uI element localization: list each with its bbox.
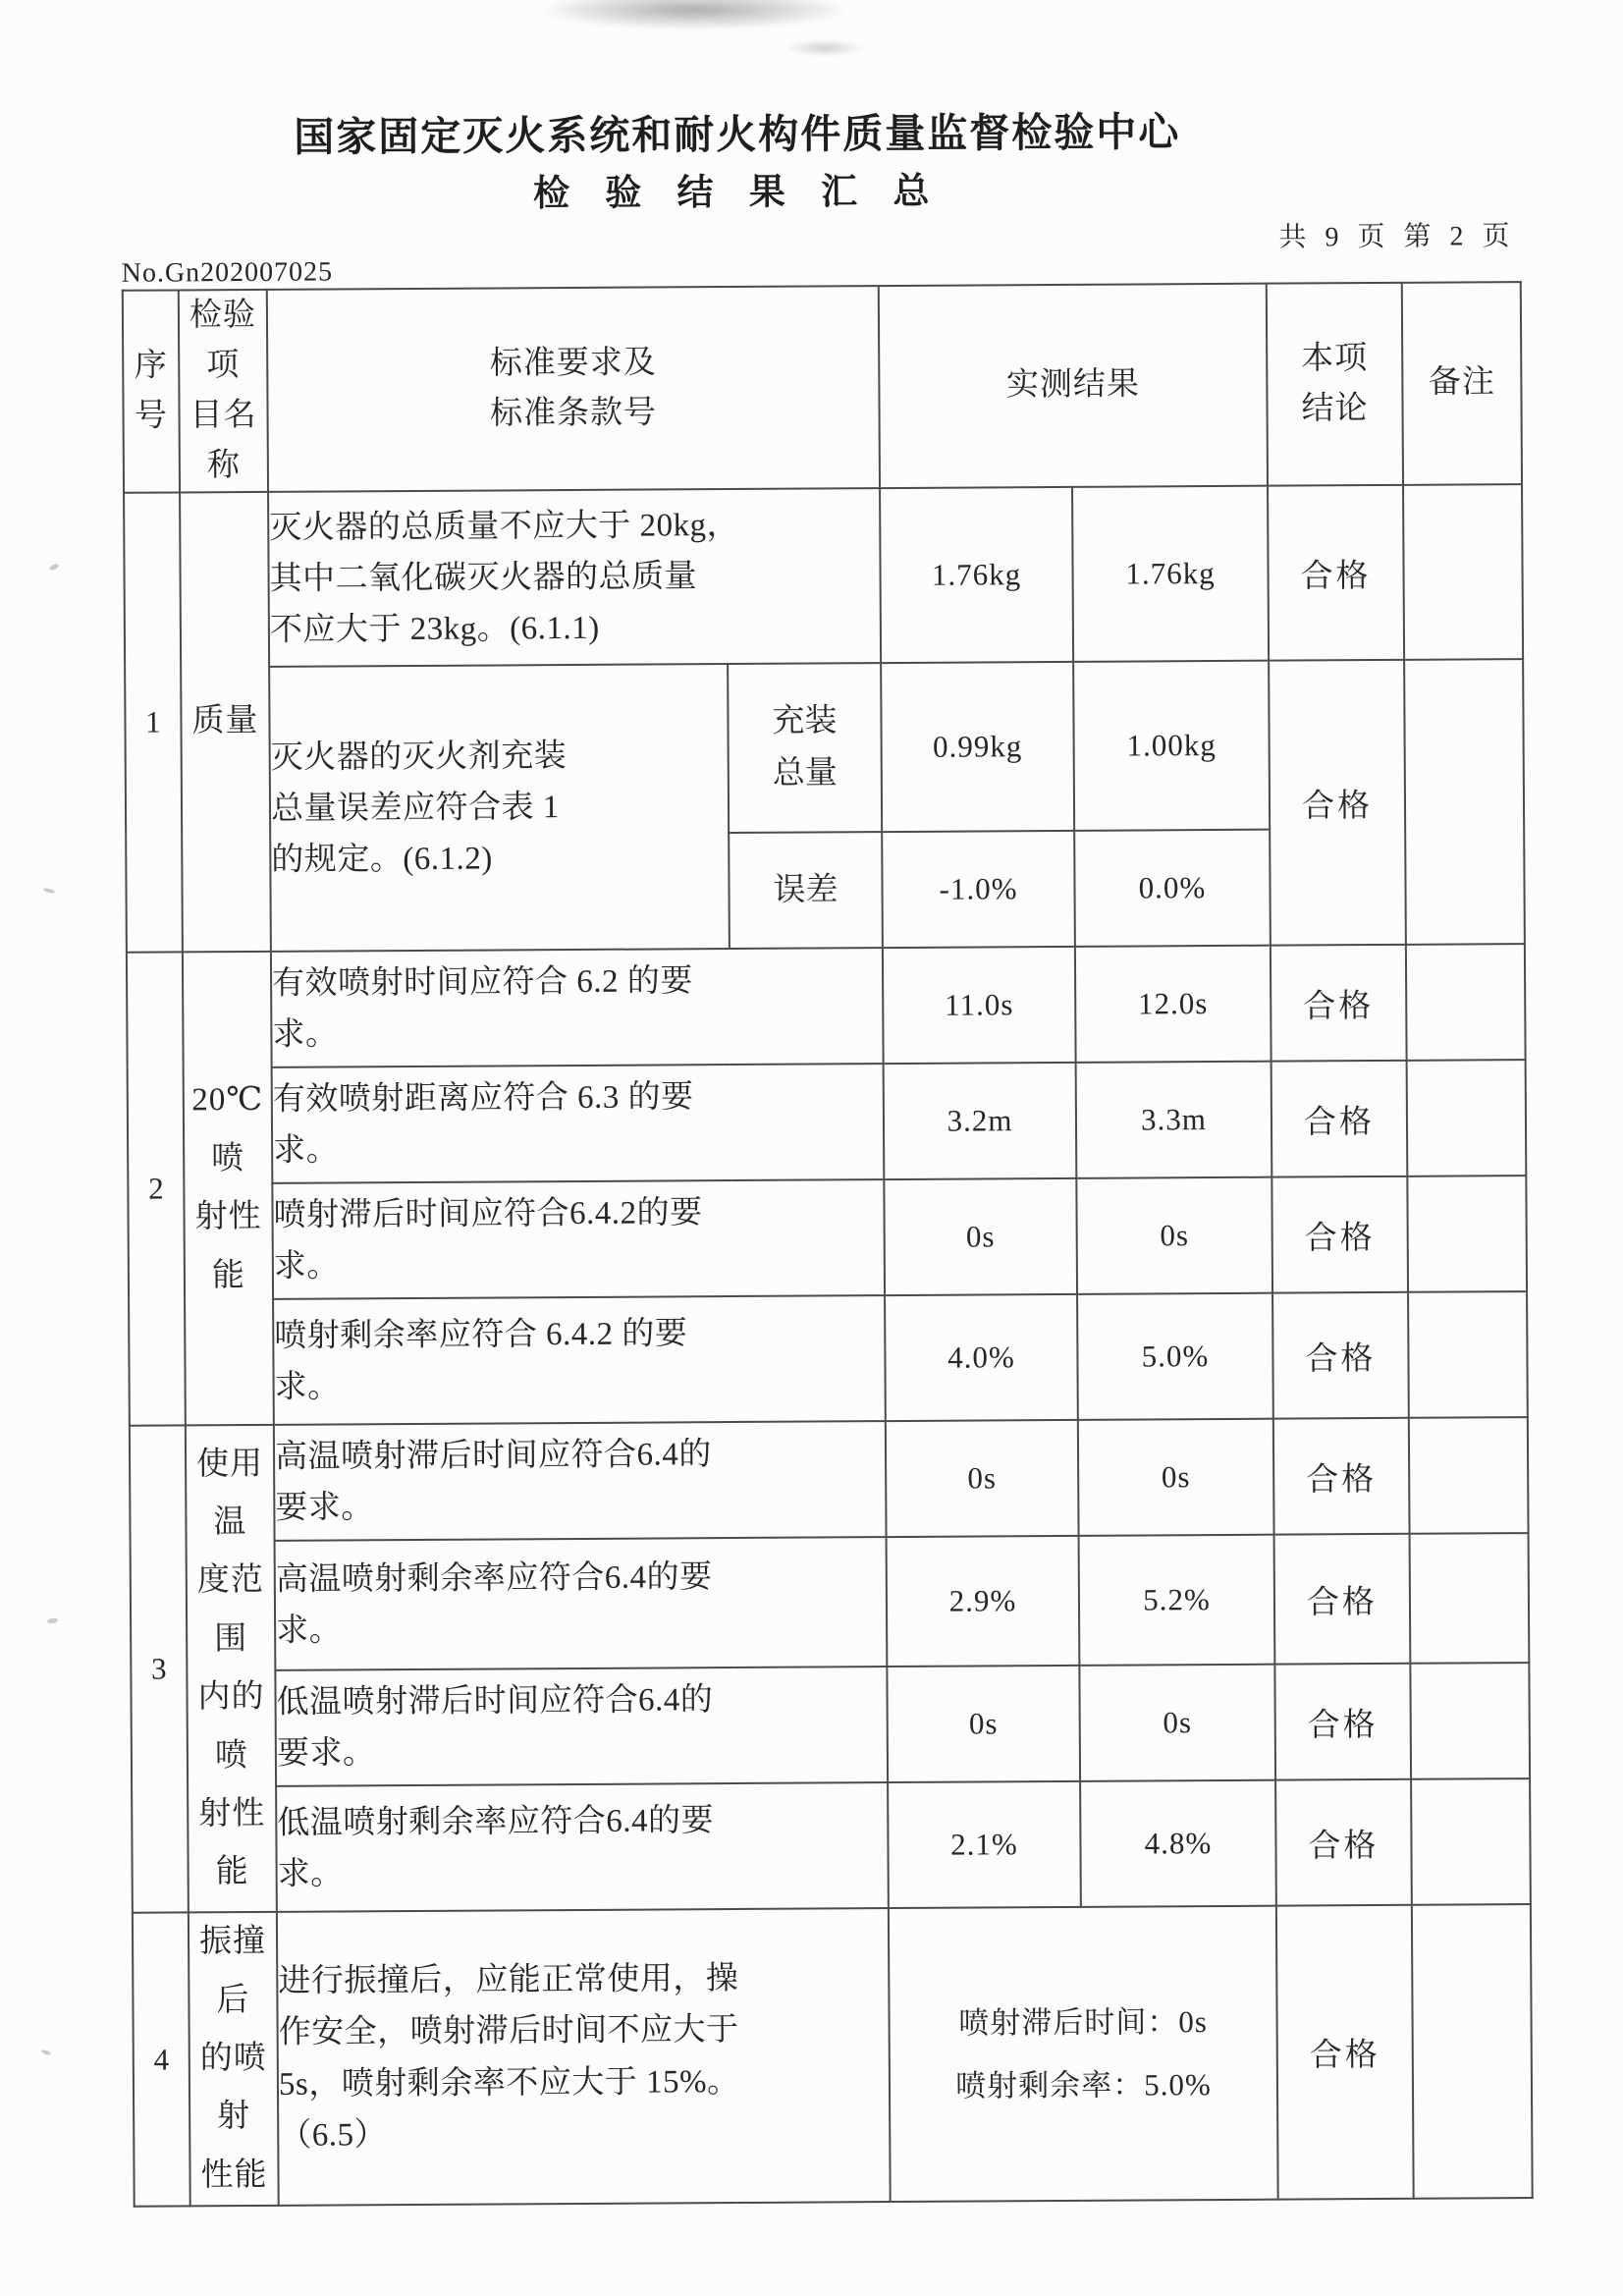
- requirement-cell: 高温喷射剩余率应符合6.4的要 求。: [275, 1537, 888, 1670]
- doc-title: 检 验 结 果 汇 总: [532, 170, 943, 214]
- report-number: No.Gn202007025: [121, 256, 334, 289]
- result2-cell: 3.3m: [1076, 1062, 1272, 1178]
- remark-cell: [1409, 1417, 1529, 1534]
- conclusion-cell: 合格: [1275, 1779, 1412, 1906]
- requirement-cell: 喷射剩余率应符合 6.4.2 的要 求。: [273, 1295, 886, 1425]
- result1-cell: 0s: [887, 1666, 1080, 1782]
- org-title: 国家固定灭火系统和耐火构件质量监督检验中心: [294, 109, 1181, 160]
- result2-cell: 5.2%: [1079, 1535, 1275, 1666]
- table-row: [133, 1904, 1533, 2207]
- item-name-cell: 20℃喷 射性能: [183, 952, 274, 1426]
- requirement-cell: 低温喷射剩余率应符合6.4的要 求。: [276, 1782, 889, 1912]
- header-measured-result: 实测结果: [879, 283, 1268, 488]
- item-name-cell: 使用温 度范围 内的喷 射性能: [186, 1425, 277, 1913]
- conclusion-cell: 合格: [1274, 1664, 1411, 1780]
- result1-cell: 11.0s: [883, 947, 1076, 1064]
- requirement-cell: 进行振撞后，应能正常使用，操 作安全，喷射滞后时间不应大于 5s，喷射剩余率不应大于 15%。 （6.5）: [277, 1908, 891, 2206]
- requirement-cell: 有效喷射距离应符合 6.3 的要 求。: [272, 1064, 885, 1183]
- result2-cell: 0s: [1078, 1419, 1274, 1536]
- remark-cell: [1404, 659, 1525, 945]
- seq-cell: 1: [124, 493, 183, 953]
- page-number-info: 共 9 页 第 2 页: [1278, 220, 1516, 253]
- sub-label-cell: 误差: [729, 832, 883, 949]
- table-row: [124, 484, 1523, 668]
- conclusion-cell: 合格: [1272, 1292, 1409, 1419]
- requirement-cell: 高温喷射滞后时间应符合6.4的 要求。: [274, 1421, 887, 1541]
- item-name-cell: 振撞后 的喷射 性能: [189, 1912, 279, 2206]
- remark-cell: [1410, 1533, 1530, 1664]
- sub-label-cell: 充装 总量: [728, 663, 882, 833]
- conclusion-cell: 合格: [1271, 1176, 1408, 1293]
- result1-cell: 0.99kg: [881, 662, 1074, 832]
- result1-cell: 0s: [884, 1178, 1077, 1295]
- item-name-cell: 质量: [180, 492, 271, 953]
- conclusion-cell: 合格: [1271, 1061, 1408, 1177]
- header-standard: 标准要求及 标准条款号: [267, 286, 880, 492]
- header-conclusion: 本项 结论: [1267, 282, 1403, 485]
- header-block: [1, 106, 1475, 219]
- table-header-row: [123, 282, 1522, 493]
- result2-cell: 1.76kg: [1072, 486, 1269, 662]
- table-row: [128, 1175, 1527, 1300]
- table-row: [131, 1533, 1530, 1671]
- result2-cell: 0.0%: [1074, 830, 1271, 947]
- result2-cell: 4.8%: [1080, 1780, 1276, 1907]
- remark-cell: [1407, 1175, 1527, 1292]
- conclusion-cell: 合格: [1268, 485, 1404, 661]
- result-merged-cell: 喷射滞后时间：0s 喷射剩余率：5.0%: [889, 1906, 1278, 2202]
- result1-cell: 2.1%: [888, 1781, 1081, 1908]
- table-row: [125, 659, 1524, 837]
- requirement-cell: 喷射滞后时间应符合6.4.2的要 求。: [272, 1179, 885, 1299]
- conclusion-cell: 合格: [1273, 1418, 1410, 1535]
- seq-cell: 4: [133, 1913, 190, 2207]
- header-seq: 序 号: [123, 290, 180, 493]
- remark-cell: [1408, 1291, 1528, 1418]
- table-row: [130, 1417, 1529, 1542]
- table-row: [127, 944, 1526, 1068]
- seq-cell: 2: [127, 953, 186, 1426]
- requirement-cell: 低温喷射滞后时间应符合6.4的 要求。: [275, 1667, 888, 1786]
- table-row: [132, 1778, 1531, 1913]
- header-remark: 备注: [1402, 282, 1522, 485]
- result1-cell: -1.0%: [882, 831, 1075, 948]
- result2-cell: 5.0%: [1077, 1293, 1273, 1420]
- conclusion-cell: 合格: [1274, 1534, 1411, 1665]
- remark-cell: [1406, 944, 1526, 1061]
- result2-cell: 12.0s: [1075, 946, 1271, 1063]
- result1-cell: 4.0%: [885, 1294, 1078, 1421]
- requirement-cell: 有效喷射时间应符合 6.2 的要 求。: [271, 948, 884, 1067]
- result2-cell: 0s: [1079, 1665, 1275, 1781]
- remark-cell: [1412, 1904, 1533, 2199]
- requirement-cell: 灭火器的灭火剂充装 总量误差应符合表 1 的规定。(6.1.2): [269, 664, 730, 952]
- remark-cell: [1411, 1778, 1531, 1905]
- seq-cell: 3: [130, 1426, 189, 1913]
- result2-cell: 0s: [1076, 1177, 1272, 1294]
- remark-cell: [1410, 1663, 1530, 1779]
- conclusion-cell: 合格: [1269, 660, 1406, 946]
- conclusion-cell: 合格: [1271, 945, 1407, 1062]
- conclusion-cell: 合格: [1276, 1905, 1414, 2200]
- table-row: [131, 1663, 1530, 1787]
- remark-cell: [1407, 1060, 1527, 1176]
- meta-row: [121, 220, 1520, 289]
- result1-cell: 2.9%: [887, 1536, 1080, 1667]
- result1-cell: 1.76kg: [880, 487, 1073, 663]
- result1-cell: 3.2m: [884, 1063, 1077, 1179]
- table-row: [128, 1060, 1527, 1184]
- remark-cell: [1403, 484, 1523, 660]
- header-item-name: 检验项 目名称: [179, 289, 268, 492]
- result2-cell: 1.00kg: [1073, 661, 1270, 831]
- inspection-results-table: [122, 281, 1534, 2208]
- requirement-cell: 灭火器的总质量不应大于 20kg， 其中二氧化碳灭火器的总质量 不应大于 23kg。(6.1.1): [268, 488, 881, 667]
- result1-cell: 0s: [886, 1420, 1079, 1537]
- table-row: [129, 1291, 1528, 1426]
